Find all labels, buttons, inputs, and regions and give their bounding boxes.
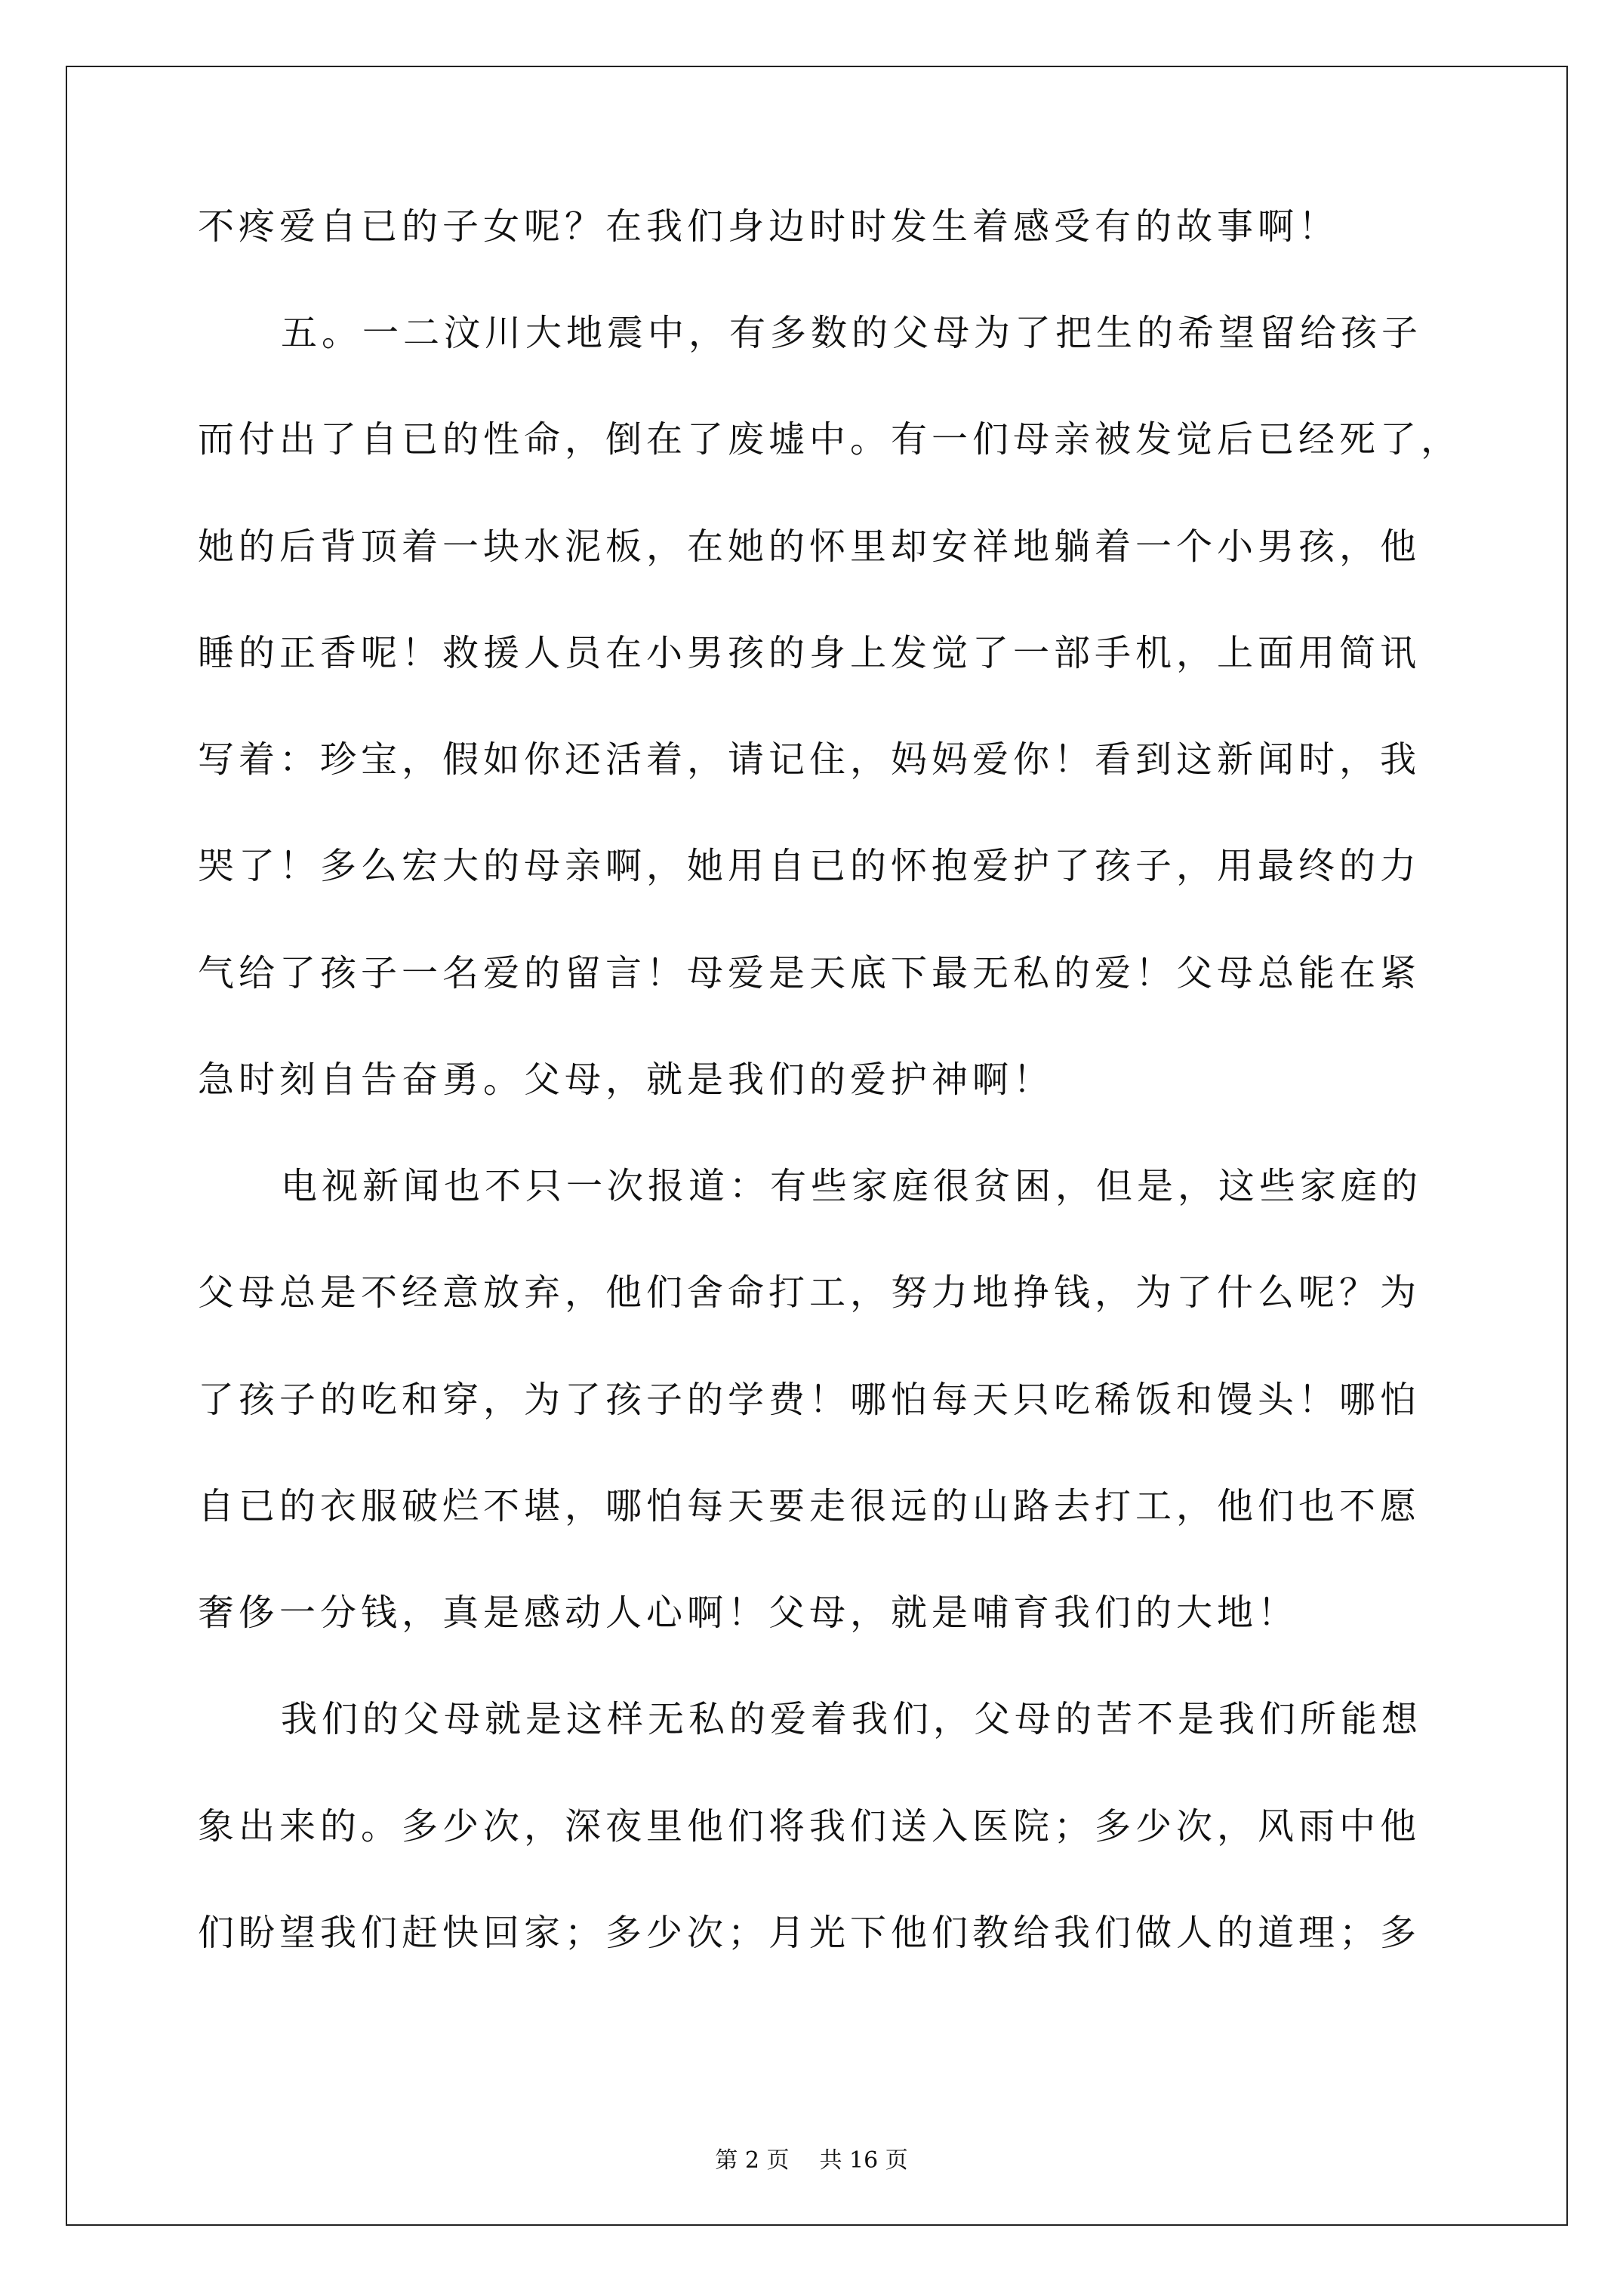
text-line: 而付出了自已的性命，倒在了废墟中。有一们母亲被发觉后已经死了， (198, 418, 1462, 461)
text-line: 写着：珍宝，假如你还活着，请记住，妈妈爱你！看到这新闻时，我 (198, 738, 1421, 781)
text-line: 了孩子的吃和穿，为了孩子的学费！哪怕每天只吃稀饭和馒头！哪怕 (198, 1379, 1421, 1421)
text-line: 自已的衣服破烂不堪，哪怕每天要走很远的山路去打工，他们也不愿 (198, 1485, 1421, 1527)
paragraph-start-line: 电视新闻也不只一次报道：有些家庭很贫困，但是，这些家庭的 (281, 1165, 1423, 1207)
paragraph-start-line: 我们的父母就是这样无私的爱着我们，父母的苦不是我们所能想 (281, 1698, 1423, 1740)
text-line: 气给了孩子一名爱的留言！母爱是天底下最无私的爱！父母总能在紧 (198, 952, 1421, 994)
page-total: 共 16 页 (819, 2147, 908, 2174)
text-line: 哭了！多么宏大的母亲啊，她用自已的怀抱爱护了孩子，用最终的力 (198, 845, 1421, 887)
text-line: 们盼望我们赶快回家；多少次；月光下他们教给我们做人的道理；多 (198, 1912, 1421, 1954)
page-border (66, 66, 1568, 2226)
text-line: 父母总是不经意放弃，他们舍命打工，努力地挣钱，为了什么呢？为 (198, 1271, 1421, 1314)
paragraph-start-line: 五。一二汶川大地震中，有多数的父母为了把生的希望留给孩子 (281, 312, 1423, 354)
page-footer (0, 2146, 1623, 2176)
text-line: 奢侈一分钱，真是感动人心啊！父母，就是哺育我们的大地！ (198, 1592, 1299, 1634)
text-line: 急时刻自告奋勇。父母，就是我们的爱护神啊！ (198, 1059, 1055, 1101)
text-line: 睡的正香呢！救援人员在小男孩的身上发觉了一部手机，上面用简讯 (198, 632, 1421, 674)
text-line: 不疼爱自已的子女呢？在我们身边时时发生着感受有的故事啊！ (198, 205, 1340, 248)
text-line: 她的后背顶着一块水泥板，在她的怀里却安祥地躺着一个小男孩，他 (198, 525, 1421, 568)
page-number: 第 2 页 (715, 2147, 790, 2174)
text-line: 象出来的。多少次，深夜里他们将我们送入医院；多少次，风雨中他 (198, 1805, 1421, 1848)
